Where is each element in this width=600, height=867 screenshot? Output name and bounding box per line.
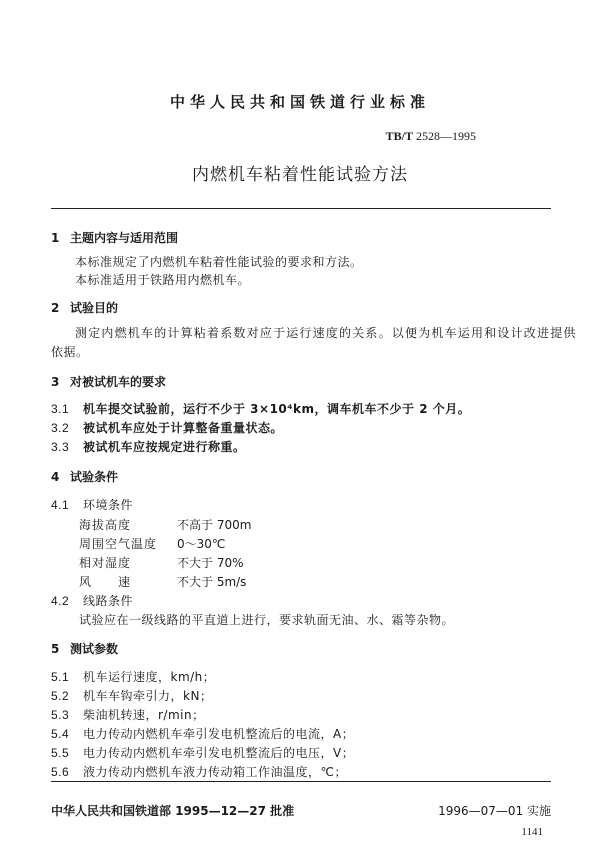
standard-code (386, 129, 476, 144)
section-title: 试验条件 (70, 470, 119, 484)
section-1-heading (51, 229, 178, 246)
paragraph: 本标准规定了内燃机车粘着性能试验的要求和方法。 (75, 255, 363, 269)
condition-label: 周围空气温度 (79, 537, 158, 551)
condition-value: 不大于 70% (177, 556, 244, 570)
approval-info: 中华人民共和国铁道部 1995—12—27 批准 (51, 804, 295, 818)
section-5-heading (51, 640, 118, 657)
list-item: 5.5 电力传动内燃机车牵引发电机整流后的电压，V； (51, 746, 355, 760)
list-item: 5.4 电力传动内燃机车牵引发电机整流后的电流，A； (51, 727, 355, 741)
footer-divider (51, 781, 551, 782)
list-item: 5.1 机车运行速度，km/h； (51, 670, 216, 684)
document-title: 内燃机车粘着性能试验方法 (192, 165, 408, 185)
section-4-heading (51, 468, 118, 485)
condition-value: 0～30℃ (177, 537, 226, 551)
section-number: 5 (51, 642, 60, 656)
implementation-date: 1996—07—01 实施 (438, 804, 551, 818)
paragraph: 测定内燃机车的计算粘着系数对应于运行速度的关系。以便为机车运用和设计改进提供 (75, 326, 577, 340)
condition-value: 不大于 5m/s (177, 575, 247, 589)
section-2-heading (51, 299, 118, 316)
standard-code-number: 2528—1995 (416, 129, 476, 143)
list-item: 5.6 液力传动内燃机车液力传动箱工作油温度，℃； (51, 765, 347, 779)
standard-code-prefix: TB/T (385, 129, 413, 143)
header-divider (51, 208, 551, 209)
list-item: 3.1 机车提交试验前，运行不少于 3×10⁴km，调车机车不少于 2 个月。 (51, 402, 471, 416)
condition-label: 风 速 (79, 575, 132, 589)
section-3-heading (51, 373, 166, 390)
condition-label: 海拔高度 (79, 518, 132, 532)
issuing-organization: 中华人民共和国铁道行业标准 (169, 93, 430, 111)
list-item: 3.2 被试机车应处于计算整备重量状态。 (51, 421, 284, 435)
section-title: 试验目的 (70, 301, 119, 315)
section-title: 测试参数 (70, 642, 119, 656)
paragraph: 试验应在一级线路的平直道上进行，要求轨面无油、水、霜等杂物。 (79, 613, 455, 627)
list-item: 4.1 环境条件 (51, 498, 134, 512)
section-number: 1 (51, 231, 60, 245)
paragraph-continuation: 依据。 (51, 345, 89, 359)
section-number: 3 (51, 375, 60, 389)
section-title: 对被试机车的要求 (70, 375, 167, 389)
list-item: 3.3 被试机车应按规定进行称重。 (51, 440, 246, 454)
paragraph: 本标准适用于铁路用内燃机车。 (75, 273, 251, 287)
list-item: 5.3 柴油机转速，r/min； (51, 708, 205, 722)
list-item: 4.2 线路条件 (51, 594, 134, 608)
section-number: 2 (51, 301, 60, 315)
condition-value: 不高于 700m (177, 518, 252, 532)
condition-label: 相对湿度 (79, 556, 132, 570)
section-number: 4 (51, 470, 60, 484)
page-number: 1141 (521, 826, 543, 838)
section-title: 主题内容与适用范围 (70, 231, 179, 245)
list-item: 5.2 机车车钩牵引力，kN； (51, 689, 213, 703)
